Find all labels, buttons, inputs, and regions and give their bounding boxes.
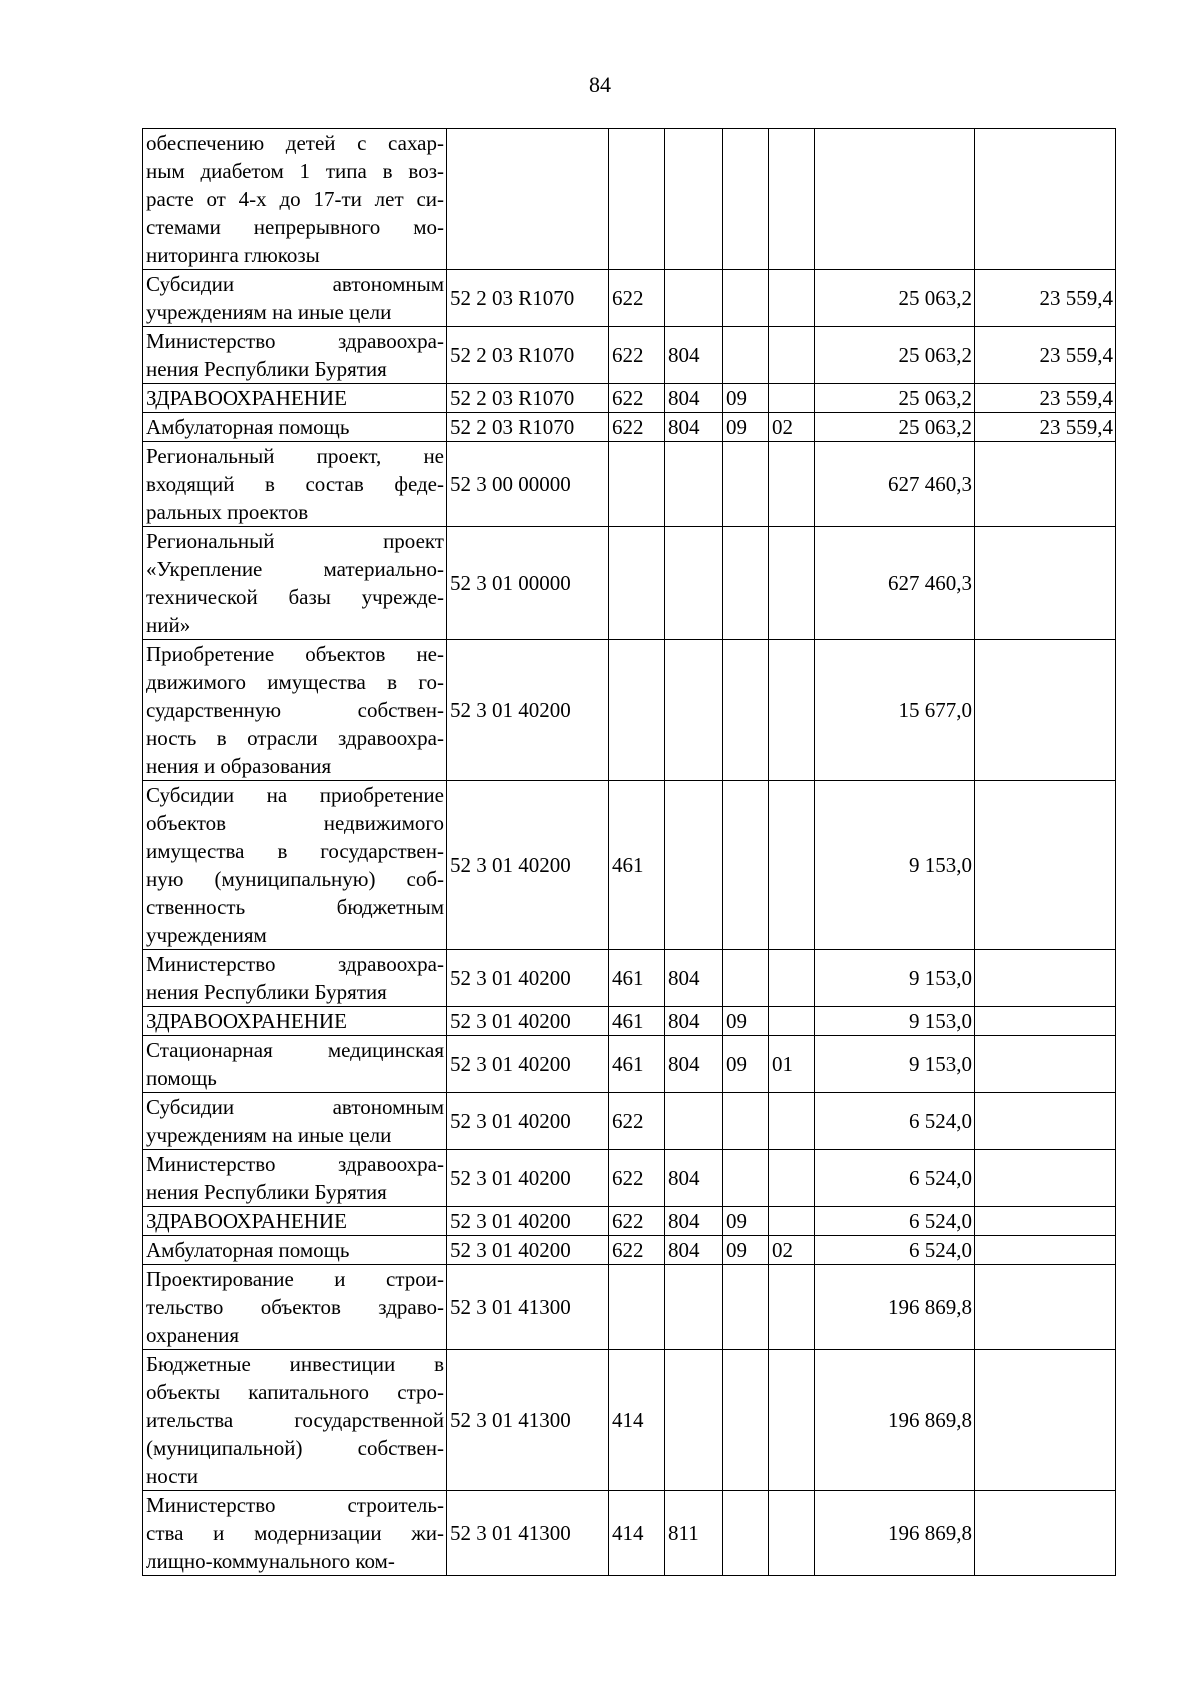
- item-name-line: технической базы учрежде-: [146, 585, 444, 609]
- expense-type-cell: 461: [609, 1007, 665, 1036]
- subsection-code-cell: [769, 442, 815, 527]
- item-name-line: Бюджетные инвестиции в: [146, 1352, 444, 1376]
- item-name-line: Проектирование и строи-: [146, 1267, 444, 1291]
- item-name-line: обеспечению детей с сахар-: [146, 131, 444, 155]
- item-name-cell: [143, 1207, 447, 1236]
- expense-type-cell: [609, 442, 665, 527]
- amount-year1-cell: 9 153,0: [815, 1007, 975, 1036]
- section-code-cell: [723, 1491, 769, 1576]
- item-name-cell: [143, 1491, 447, 1576]
- item-name-line: лищно-коммунального ком-: [146, 1549, 395, 1573]
- ministry-code-cell: 804: [665, 327, 723, 384]
- amount-year2-cell: 23 559,4: [975, 384, 1116, 413]
- expense-type-cell: [609, 640, 665, 781]
- item-name-line: ственность бюджетным: [146, 895, 444, 919]
- table-body: [143, 129, 1116, 1576]
- item-name-line: ства и модернизации жи-: [146, 1521, 444, 1545]
- item-name-line: ности: [146, 1464, 198, 1488]
- item-name-line: входящий в состав феде-: [146, 472, 444, 496]
- item-name-line: «Укрепление материально-: [146, 557, 444, 581]
- item-name-line: нения Республики Бурятия: [146, 980, 387, 1004]
- table-row: [143, 1491, 1116, 1576]
- amount-year1-cell: 196 869,8: [815, 1350, 975, 1491]
- section-code-cell: [723, 640, 769, 781]
- amount-year2-cell: [975, 1265, 1116, 1350]
- ministry-code-cell: 804: [665, 1207, 723, 1236]
- item-name-line: Министерство здравоохра-: [146, 952, 444, 976]
- target-article-code-cell: 52 3 01 40200: [447, 950, 609, 1007]
- item-name-line: Министерство здравоохра-: [146, 1152, 444, 1176]
- item-name-line: Субсидии автономным: [146, 1095, 444, 1119]
- subsection-code-cell: [769, 1007, 815, 1036]
- amount-year1-cell: 9 153,0: [815, 950, 975, 1007]
- amount-year2-cell: 23 559,4: [975, 413, 1116, 442]
- item-name-line: ительства государственной: [146, 1408, 444, 1432]
- target-article-code-cell: 52 2 03 R1070: [447, 327, 609, 384]
- table-row: [143, 129, 1116, 270]
- target-article-code-cell: 52 2 03 R1070: [447, 270, 609, 327]
- expense-type-cell: [609, 129, 665, 270]
- amount-year2-cell: [975, 1036, 1116, 1093]
- item-name-line: движимого имущества в го-: [146, 670, 444, 694]
- item-name-line: учреждениям: [146, 923, 267, 947]
- item-name-cell: [143, 1236, 447, 1265]
- item-name-cell: [143, 413, 447, 442]
- ministry-code-cell: [665, 1350, 723, 1491]
- expense-type-cell: 622: [609, 270, 665, 327]
- target-article-code-cell: 52 3 01 40200: [447, 1007, 609, 1036]
- amount-year2-cell: [975, 1150, 1116, 1207]
- ministry-code-cell: 804: [665, 1036, 723, 1093]
- amount-year2-cell: [975, 640, 1116, 781]
- amount-year2-cell: [975, 1207, 1116, 1236]
- table-row: [143, 442, 1116, 527]
- section-code-cell: [723, 442, 769, 527]
- item-name-line: Министерство строитель-: [146, 1493, 444, 1517]
- item-name-cell: [143, 442, 447, 527]
- section-code-cell: [723, 1265, 769, 1350]
- section-code-cell: [723, 1093, 769, 1150]
- amount-year1-cell: 9 153,0: [815, 781, 975, 950]
- item-name-cell: [143, 527, 447, 640]
- table-row: [143, 384, 1116, 413]
- amount-year1-cell: [815, 129, 975, 270]
- target-article-code-cell: 52 3 01 41300: [447, 1265, 609, 1350]
- table-row: [143, 950, 1116, 1007]
- expense-type-cell: 461: [609, 950, 665, 1007]
- target-article-code-cell: 52 3 01 40200: [447, 640, 609, 781]
- item-name-cell: [143, 1265, 447, 1350]
- ministry-code-cell: [665, 1093, 723, 1150]
- section-code-cell: [723, 327, 769, 384]
- subsection-code-cell: 02: [769, 1236, 815, 1265]
- amount-year1-cell: 25 063,2: [815, 413, 975, 442]
- subsection-code-cell: [769, 527, 815, 640]
- amount-year2-cell: [975, 1491, 1116, 1576]
- item-name-line: Приобретение объектов не-: [146, 642, 444, 666]
- amount-year1-cell: 196 869,8: [815, 1491, 975, 1576]
- amount-year1-cell: 15 677,0: [815, 640, 975, 781]
- ministry-code-cell: 804: [665, 413, 723, 442]
- item-name-line: сударственную собствен-: [146, 698, 444, 722]
- amount-year2-cell: [975, 1007, 1116, 1036]
- expense-type-cell: 622: [609, 1236, 665, 1265]
- section-code-cell: 09: [723, 1207, 769, 1236]
- expense-type-cell: 461: [609, 1036, 665, 1093]
- amount-year2-cell: [975, 442, 1116, 527]
- item-name-line: имущества в государствен-: [146, 839, 444, 863]
- expense-type-cell: 622: [609, 1207, 665, 1236]
- item-name-line: ниторинга глюкозы: [146, 243, 320, 267]
- item-name-line: (муниципальной) собствен-: [146, 1436, 444, 1460]
- item-name-line: нения Республики Бурятия: [146, 357, 387, 381]
- target-article-code-cell: 52 3 00 00000: [447, 442, 609, 527]
- table-row: [143, 1093, 1116, 1150]
- item-name-line: ний»: [146, 613, 191, 637]
- ministry-code-cell: [665, 129, 723, 270]
- expense-type-cell: 414: [609, 1350, 665, 1491]
- item-name-line: ную (муниципальную) соб-: [146, 867, 444, 891]
- amount-year1-cell: 6 524,0: [815, 1150, 975, 1207]
- expense-type-cell: 461: [609, 781, 665, 950]
- target-article-code-cell: 52 3 01 40200: [447, 1236, 609, 1265]
- expense-type-cell: 414: [609, 1491, 665, 1576]
- expense-type-cell: 622: [609, 327, 665, 384]
- subsection-code-cell: [769, 384, 815, 413]
- target-article-code-cell: 52 3 01 40200: [447, 1207, 609, 1236]
- ministry-code-cell: [665, 442, 723, 527]
- item-name-line: Региональный проект, не: [146, 444, 444, 468]
- target-article-code-cell: 52 3 01 40200: [447, 781, 609, 950]
- item-name-line: объекты капитального стро-: [146, 1380, 444, 1404]
- subsection-code-cell: [769, 640, 815, 781]
- item-name-line: объектов недвижимого: [146, 811, 444, 835]
- item-name-cell: [143, 270, 447, 327]
- subsection-code-cell: [769, 781, 815, 950]
- item-name-line: помощь: [146, 1066, 217, 1090]
- item-name-line: Субсидии автономным: [146, 272, 444, 296]
- section-code-cell: 09: [723, 1036, 769, 1093]
- amount-year1-cell: 627 460,3: [815, 442, 975, 527]
- subsection-code-cell: [769, 270, 815, 327]
- target-article-code-cell: [447, 129, 609, 270]
- amount-year2-cell: [975, 950, 1116, 1007]
- table-row: [143, 1265, 1116, 1350]
- amount-year1-cell: 6 524,0: [815, 1207, 975, 1236]
- target-article-code-cell: 52 2 03 R1070: [447, 384, 609, 413]
- section-code-cell: 09: [723, 384, 769, 413]
- section-code-cell: [723, 270, 769, 327]
- section-code-cell: [723, 527, 769, 640]
- ministry-code-cell: [665, 527, 723, 640]
- ministry-code-cell: 811: [665, 1491, 723, 1576]
- item-name-cell: [143, 129, 447, 270]
- table-row: [143, 1036, 1116, 1093]
- subsection-code-cell: [769, 129, 815, 270]
- item-name-cell: [143, 640, 447, 781]
- item-name-line: ЗДРАВООХРАНЕНИЕ: [146, 1009, 347, 1033]
- amount-year1-cell: 6 524,0: [815, 1093, 975, 1150]
- section-code-cell: 09: [723, 1236, 769, 1265]
- subsection-code-cell: [769, 1207, 815, 1236]
- expense-type-cell: 622: [609, 1150, 665, 1207]
- table-row: [143, 1236, 1116, 1265]
- amount-year1-cell: 25 063,2: [815, 270, 975, 327]
- item-name-cell: [143, 1093, 447, 1150]
- table-row: [143, 1350, 1116, 1491]
- amount-year1-cell: 25 063,2: [815, 384, 975, 413]
- item-name-line: ЗДРАВООХРАНЕНИЕ: [146, 1209, 347, 1233]
- subsection-code-cell: [769, 1265, 815, 1350]
- target-article-code-cell: 52 3 01 40200: [447, 1150, 609, 1207]
- section-code-cell: [723, 129, 769, 270]
- item-name-line: расте от 4-х до 17-ти лет си-: [146, 187, 444, 211]
- item-name-line: Амбулаторная помощь: [146, 415, 350, 439]
- section-code-cell: 09: [723, 1007, 769, 1036]
- amount-year1-cell: 627 460,3: [815, 527, 975, 640]
- table-row: [143, 327, 1116, 384]
- item-name-line: ЗДРАВООХРАНЕНИЕ: [146, 386, 347, 410]
- item-name-line: охранения: [146, 1323, 239, 1347]
- amount-year1-cell: 196 869,8: [815, 1265, 975, 1350]
- ministry-code-cell: [665, 640, 723, 781]
- amount-year2-cell: [975, 1236, 1116, 1265]
- amount-year1-cell: 25 063,2: [815, 327, 975, 384]
- item-name-cell: [143, 1036, 447, 1093]
- ministry-code-cell: 804: [665, 384, 723, 413]
- target-article-code-cell: 52 3 01 40200: [447, 1093, 609, 1150]
- section-code-cell: [723, 950, 769, 1007]
- ministry-code-cell: 804: [665, 1007, 723, 1036]
- table-row: [143, 640, 1116, 781]
- subsection-code-cell: [769, 1491, 815, 1576]
- table-row: [143, 1207, 1116, 1236]
- target-article-code-cell: 52 3 01 41300: [447, 1491, 609, 1576]
- expense-type-cell: 622: [609, 1093, 665, 1150]
- table-row: [143, 270, 1116, 327]
- item-name-line: ность в отрасли здравоохра-: [146, 726, 444, 750]
- section-code-cell: 09: [723, 413, 769, 442]
- section-code-cell: [723, 1150, 769, 1207]
- item-name-line: ным диабетом 1 типа в воз-: [146, 159, 444, 183]
- subsection-code-cell: [769, 327, 815, 384]
- subsection-code-cell: [769, 1150, 815, 1207]
- item-name-cell: [143, 1150, 447, 1207]
- item-name-cell: [143, 1007, 447, 1036]
- target-article-code-cell: 52 3 01 40200: [447, 1036, 609, 1093]
- item-name-line: тельство объектов здраво-: [146, 1295, 444, 1319]
- section-code-cell: [723, 1350, 769, 1491]
- amount-year1-cell: 9 153,0: [815, 1036, 975, 1093]
- table-row: [143, 1007, 1116, 1036]
- target-article-code-cell: 52 2 03 R1070: [447, 413, 609, 442]
- item-name-line: ральных проектов: [146, 500, 309, 524]
- item-name-line: нения Республики Бурятия: [146, 1180, 387, 1204]
- item-name-line: Министерство здравоохра-: [146, 329, 444, 353]
- item-name-line: Стационарная медицинская: [146, 1038, 444, 1062]
- item-name-cell: [143, 384, 447, 413]
- item-name-cell: [143, 327, 447, 384]
- amount-year2-cell: [975, 527, 1116, 640]
- ministry-code-cell: [665, 270, 723, 327]
- subsection-code-cell: [769, 1350, 815, 1491]
- item-name-line: Региональный проект: [146, 529, 444, 553]
- target-article-code-cell: 52 3 01 41300: [447, 1350, 609, 1491]
- amount-year2-cell: 23 559,4: [975, 270, 1116, 327]
- item-name-line: Амбулаторная помощь: [146, 1238, 350, 1262]
- ministry-code-cell: [665, 781, 723, 950]
- table-row: [143, 781, 1116, 950]
- subsection-code-cell: [769, 950, 815, 1007]
- expense-type-cell: 622: [609, 413, 665, 442]
- table-row: [143, 527, 1116, 640]
- amount-year2-cell: [975, 781, 1116, 950]
- subsection-code-cell: 01: [769, 1036, 815, 1093]
- section-code-cell: [723, 781, 769, 950]
- item-name-cell: [143, 950, 447, 1007]
- amount-year1-cell: 6 524,0: [815, 1236, 975, 1265]
- target-article-code-cell: 52 3 01 00000: [447, 527, 609, 640]
- ministry-code-cell: 804: [665, 950, 723, 1007]
- item-name-line: учреждениям на иные цели: [146, 300, 392, 324]
- amount-year2-cell: [975, 1350, 1116, 1491]
- amount-year2-cell: [975, 1093, 1116, 1150]
- table-row: [143, 413, 1116, 442]
- item-name-line: Субсидии на приобретение: [146, 783, 444, 807]
- subsection-code-cell: [769, 1093, 815, 1150]
- ministry-code-cell: 804: [665, 1236, 723, 1265]
- item-name-cell: [143, 1350, 447, 1491]
- item-name-line: нения и образования: [146, 754, 332, 778]
- page-number: 84: [589, 72, 611, 97]
- ministry-code-cell: [665, 1265, 723, 1350]
- expense-type-cell: 622: [609, 384, 665, 413]
- table-row: [143, 1150, 1116, 1207]
- expense-type-cell: [609, 1265, 665, 1350]
- item-name-line: учреждениям на иные цели: [146, 1123, 392, 1147]
- amount-year2-cell: [975, 129, 1116, 270]
- ministry-code-cell: 804: [665, 1150, 723, 1207]
- amount-year2-cell: 23 559,4: [975, 327, 1116, 384]
- expense-type-cell: [609, 527, 665, 640]
- item-name-line: стемами непрерывного мо-: [146, 215, 444, 239]
- subsection-code-cell: 02: [769, 413, 815, 442]
- budget-table: [142, 128, 1116, 1576]
- item-name-cell: [143, 781, 447, 950]
